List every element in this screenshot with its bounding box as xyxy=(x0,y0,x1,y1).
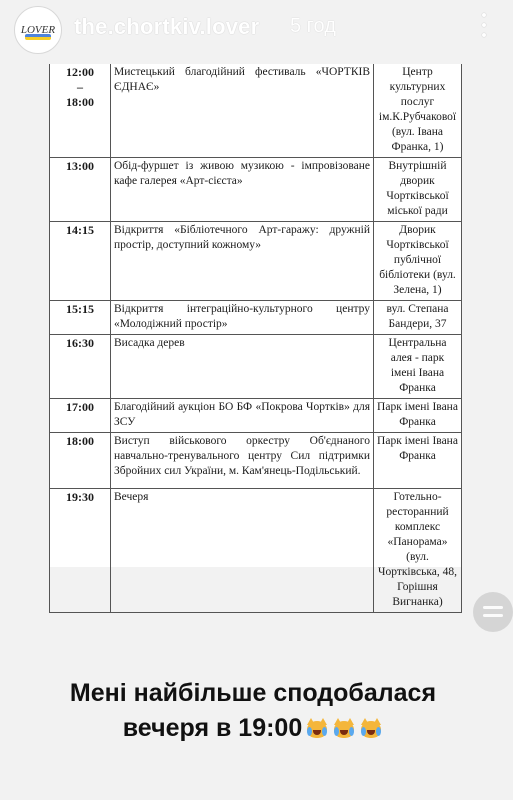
vertical-dots-icon xyxy=(482,13,486,17)
schedule-event: Обід-фуршет із живою музикою - імпровізоване кафе галерея «Арт-сієста» xyxy=(111,158,374,222)
schedule-event: Вечеря xyxy=(111,489,374,613)
vertical-dots-icon-dot xyxy=(482,33,486,37)
username[interactable]: the.chortkiv.lover xyxy=(74,14,260,39)
schedule-event: Мистецький благодійний фестиваль «ЧОРТКІВ ЄДНАЄ» xyxy=(111,64,374,158)
schedule-row xyxy=(50,335,462,399)
schedule-time: 17:00 xyxy=(50,399,111,433)
schedule-event: Виступ військового оркестру Об'єднаного навчально-тренувального центру Сил підтримки Збройних сил України, м. Кам'янець-Подільський. xyxy=(111,433,374,489)
schedule-place: Внутрішній дворик Чортківської міської ради xyxy=(374,158,462,222)
schedule-event: Відкриття інтеграційно-культурного центру «Молодіжний простір» xyxy=(111,301,374,335)
story-caption xyxy=(0,676,506,746)
schedule-row xyxy=(50,433,462,489)
schedule-event: Благодійний аукціон БО БФ «Покрова Чортків» для ЗСУ xyxy=(111,399,374,433)
caption-line-1: Мені найбільше сподобалася xyxy=(69,679,437,707)
crying-cat-face-icon xyxy=(332,717,356,739)
schedule-place: Центр культурних послуг ім.К.Рубчакової (вул. Івана Франка, 1) xyxy=(374,64,462,158)
schedule-place: Дворик Чортківської публічної бібліотеки (вул. Зелена, 1) xyxy=(374,222,462,301)
schedule-table xyxy=(49,64,462,613)
story-timestamp: 5 год xyxy=(290,15,336,37)
schedule-document-image xyxy=(49,64,462,608)
schedule-time: 12:00 – 18:00 xyxy=(50,64,111,158)
schedule-event: Відкриття «Бібліотечного Арт-гаражу: дружній простір, доступний кожному» xyxy=(111,222,374,301)
schedule-place: Парк імені Івана Франка xyxy=(374,433,462,489)
more-options-button[interactable] xyxy=(476,13,492,37)
schedule-time: 18:00 xyxy=(50,433,111,489)
caption-line-2-text: вечеря в 19:00 xyxy=(122,714,303,742)
crying-cat-face-icon xyxy=(305,717,329,739)
vertical-dots-icon-dot xyxy=(482,23,486,27)
schedule-row xyxy=(50,399,462,433)
schedule-time: 14:15 xyxy=(50,222,111,301)
schedule-time: 13:00 xyxy=(50,158,111,222)
schedule-place: Центральна алея - парк імені Івана Франка xyxy=(374,335,462,399)
schedule-event: Висадка дерев xyxy=(111,335,374,399)
overlay-line xyxy=(483,614,503,617)
schedule-row xyxy=(50,489,462,613)
schedule-time: 15:15 xyxy=(50,301,111,335)
schedule-place: Парк імені Івана Франка xyxy=(374,399,462,433)
overlay-line xyxy=(483,606,503,609)
schedule-row xyxy=(50,222,462,301)
schedule-row xyxy=(50,301,462,335)
avatar-logo-text: LOVER xyxy=(20,24,56,36)
story-sticker-overlay xyxy=(473,592,513,632)
story-header xyxy=(0,0,506,56)
schedule-place: Готельно-ресторанний комплекс «Панорама» (вул. Чортківська, 48, Горішня Вигнанка) xyxy=(374,489,462,613)
schedule-time: 19:30 xyxy=(50,489,111,613)
schedule-row xyxy=(50,158,462,222)
schedule-row xyxy=(50,64,462,158)
caption-line-2 xyxy=(0,711,506,746)
schedule-time: 16:30 xyxy=(50,335,111,399)
schedule-place: вул. Степана Бандери, 37 xyxy=(374,301,462,335)
crying-cat-face-icon xyxy=(359,717,383,739)
avatar[interactable] xyxy=(14,6,62,54)
